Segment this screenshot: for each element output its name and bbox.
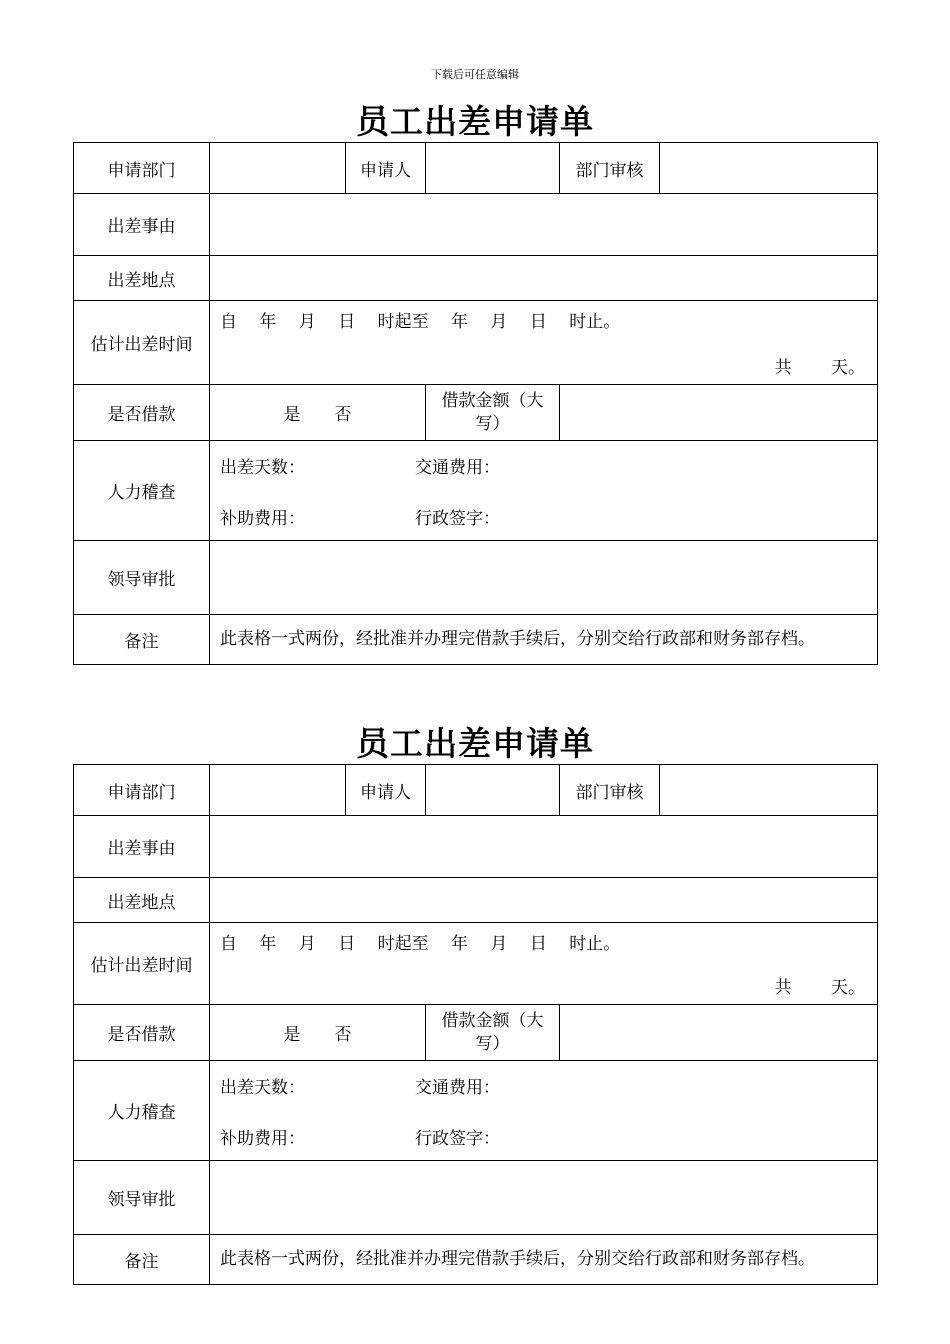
- label-dept: 申请部门: [74, 765, 210, 816]
- label-dept-review: 部门审核: [560, 765, 660, 816]
- reason-field[interactable]: [210, 816, 878, 878]
- hr-subsidy-label: 补助费用：: [220, 1128, 305, 1149]
- leader-field[interactable]: [210, 1161, 878, 1235]
- total-days-text: 共 天。: [774, 978, 865, 998]
- label-hr-check: 人力稽查: [74, 441, 210, 541]
- label-applicant: 申请人: [346, 765, 426, 816]
- header-note: 下载后可任意编辑: [431, 68, 519, 81]
- hr-subsidy-label: 补助费用：: [220, 508, 305, 529]
- label-leader: 领导审批: [74, 1161, 210, 1235]
- loan-options[interactable]: 是 否: [210, 385, 426, 441]
- est-time-field[interactable]: [210, 923, 878, 1005]
- label-loan-amount: 借款金额（大写）: [426, 385, 560, 441]
- reason-field[interactable]: [210, 194, 878, 256]
- hr-check-field[interactable]: [210, 441, 878, 541]
- dept-review-field[interactable]: [660, 143, 878, 194]
- remark-text: 此表格一式两份，经批准并办理完借款手续后，分别交给行政部和财务部存档。: [210, 615, 878, 665]
- hr-traffic-label: 交通费用：: [415, 457, 500, 478]
- form-title: 员工出差申请单: [356, 102, 594, 141]
- label-loan: 是否借款: [74, 385, 210, 441]
- location-field[interactable]: [210, 878, 878, 923]
- label-loan-amount: 借款金额（大写）: [426, 1005, 560, 1061]
- hr-sign-label: 行政签字：: [415, 508, 500, 529]
- label-loan: 是否借款: [74, 1005, 210, 1061]
- loan-amount-field[interactable]: [560, 385, 878, 441]
- hr-days-label: 出差天数：: [220, 1077, 305, 1098]
- label-reason: 出差事由: [74, 194, 210, 256]
- label-leader: 领导审批: [74, 541, 210, 615]
- remark-text: 此表格一式两份，经批准并办理完借款手续后，分别交给行政部和财务部存档。: [210, 1235, 878, 1285]
- label-remark: 备注: [74, 615, 210, 665]
- leader-field[interactable]: [210, 541, 878, 615]
- label-est-time: 估计出差时间: [74, 923, 210, 1005]
- hr-days-label: 出差天数：: [220, 457, 305, 478]
- travel-form-1: [73, 142, 877, 665]
- label-reason: 出差事由: [74, 816, 210, 878]
- label-remark: 备注: [74, 1235, 210, 1285]
- loan-amount-field[interactable]: [560, 1005, 878, 1061]
- label-location: 出差地点: [74, 256, 210, 301]
- dept-review-field[interactable]: [660, 765, 878, 816]
- label-applicant: 申请人: [346, 143, 426, 194]
- loan-options[interactable]: 是 否: [210, 1005, 426, 1061]
- time-range-text: 自 年 月 日 时起至 年 月 日 时止。: [220, 312, 621, 332]
- dept-field[interactable]: [210, 143, 346, 194]
- hr-traffic-label: 交通费用：: [415, 1077, 500, 1098]
- location-field[interactable]: [210, 256, 878, 301]
- form-title: 员工出差申请单: [356, 724, 594, 763]
- applicant-field[interactable]: [426, 143, 560, 194]
- time-range-text: 自 年 月 日 时起至 年 月 日 时止。: [220, 934, 621, 954]
- dept-field[interactable]: [210, 765, 346, 816]
- label-dept: 申请部门: [74, 143, 210, 194]
- travel-form-2: [73, 764, 877, 1285]
- label-dept-review: 部门审核: [560, 143, 660, 194]
- applicant-field[interactable]: [426, 765, 560, 816]
- total-days-text: 共 天。: [774, 358, 865, 378]
- label-location: 出差地点: [74, 878, 210, 923]
- est-time-field[interactable]: [210, 301, 878, 385]
- hr-check-field[interactable]: [210, 1061, 878, 1161]
- hr-sign-label: 行政签字：: [415, 1128, 500, 1149]
- label-est-time: 估计出差时间: [74, 301, 210, 385]
- label-hr-check: 人力稽查: [74, 1061, 210, 1161]
